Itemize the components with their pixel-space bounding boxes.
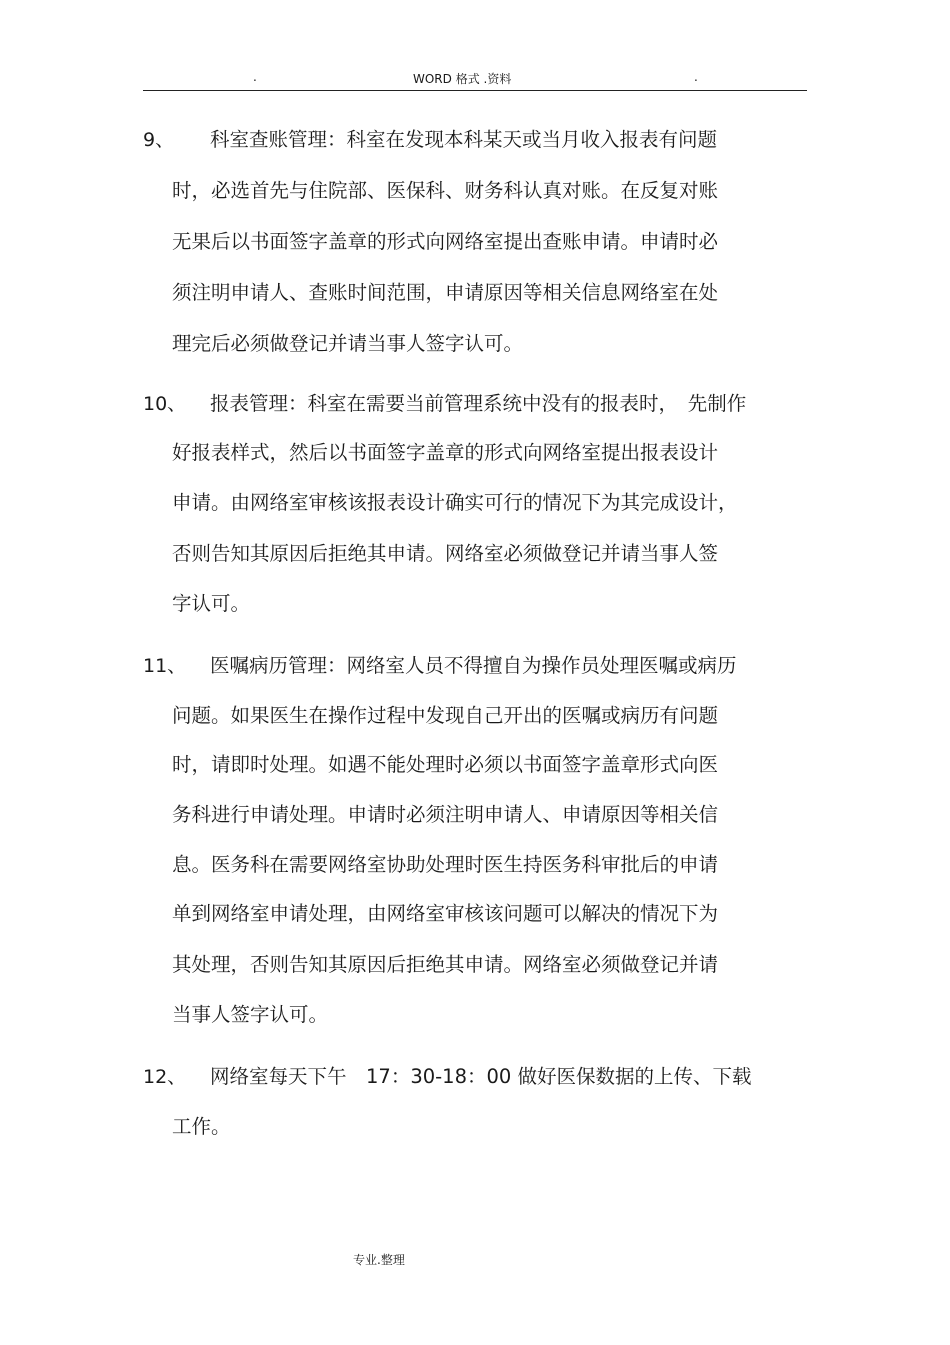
item-line: 当事人签字认可。 [172, 1003, 329, 1026]
item-number: 9、 [143, 129, 175, 151]
page-footer: 专业.整理 [353, 1253, 405, 1267]
page-header [143, 68, 807, 91]
item-line: 工作。 [172, 1115, 231, 1138]
item-line: 医嘱病历管理：网络室人员不得擅自为操作员处理医嘱或病历 [210, 654, 737, 677]
item-line: 时，必选首先与住院部、医保科、财务科认真对账。在反复对账 [172, 179, 719, 202]
item-line: 字认可。 [172, 592, 251, 615]
item-line: 科室查账管理：科室在发现本科某天或当月收入报表有问题 [210, 128, 718, 151]
item-line: 无果后以书面签字盖章的形式向网络室提出查账申请。申请时必 [172, 230, 719, 253]
item-line: 网络室每天下午 17：30-18：00 做好医保数据的上传、下载 [210, 1065, 752, 1088]
item-line: 须注明申请人、查账时间范围，申请原因等相关信息网络室在处 [172, 281, 719, 304]
item-line: 息。医务科在需要网络室协助处理时医生持医务科审批后的申请 [172, 853, 719, 876]
item-line: 其处理，否则告知其原因后拒绝其申请。网络室必须做登记并请 [172, 953, 719, 976]
item-line: 好报表样式，然后以书面签字盖章的形式向网络室提出报表设计 [172, 441, 719, 464]
item-number: 12、 [143, 1066, 187, 1088]
item-line: 务科进行申请处理。申请时必须注明申请人、申请原因等相关信 [172, 803, 719, 826]
item-line: 报表管理：科室在需要当前管理系统中没有的报表时， 先制作 [210, 392, 747, 415]
item-number: 11、 [143, 655, 187, 677]
item-line: 单到网络室申请处理，由网络室审核该问题可以解决的情况下为 [172, 902, 719, 925]
item-line: 申请。由网络室审核该报表设计确实可行的情况下为其完成设计， [172, 491, 738, 514]
item-line: 时，请即时处理。如遇不能处理时必须以书面签字盖章形式向医 [172, 753, 719, 776]
item-number: 10、 [143, 393, 187, 415]
header-dot-right: . [694, 70, 698, 84]
header-title: WORD 格式 .资料 [413, 72, 512, 86]
item-line: 问题。如果医生在操作过程中发现自己开出的医嘱或病历有问题 [172, 704, 719, 727]
header-dot-left: . [253, 70, 257, 84]
item-line: 否则告知其原因后拒绝其申请。网络室必须做登记并请当事人签 [172, 542, 719, 565]
item-line: 理完后必须做登记并请当事人签字认可。 [172, 332, 524, 355]
